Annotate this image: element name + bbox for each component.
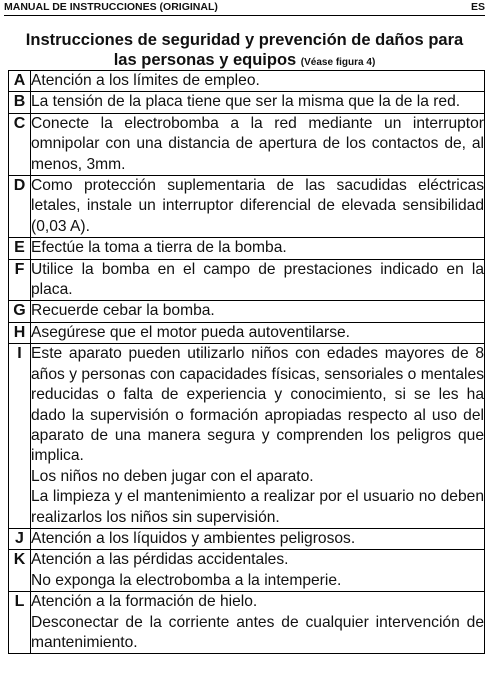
section-title	[0, 30, 489, 73]
instruction-paragraph: Atención a los líquidos y ambientes peligrosos.	[31, 529, 356, 547]
instruction-text	[31, 113, 485, 175]
instruction-paragraph: Este aparato pueden utilizarlo niños con edades mayores de 8 años y personas con capacidades físicas, sensoriales o mentales reducidas o falta de experiencia y conocimiento, si se les ha dado la supervisión o formación apropiadas respecto al uso del aparato de una manera segura y comprenden los peligros que implica.	[31, 345, 484, 465]
instruction-letter: L	[9, 592, 31, 654]
instruction-paragraph: No exponga la electrobomba a la intemperie.	[31, 571, 342, 589]
instruction-row	[9, 550, 485, 592]
instruction-text	[31, 592, 485, 654]
instruction-text	[31, 322, 485, 343]
instruction-text	[31, 92, 485, 113]
instruction-row	[9, 259, 485, 301]
title-line-1: Instrucciones de seguridad y prevención de daños para	[25, 31, 464, 49]
instruction-text	[31, 344, 485, 529]
instruction-paragraph: Atención a la formación de hielo.	[31, 593, 258, 611]
page-header	[4, 0, 485, 16]
language-code: ES	[470, 1, 485, 13]
instruction-row	[9, 92, 485, 113]
instruction-row	[9, 592, 485, 654]
instruction-paragraph: Efectúe la toma a tierra de la bomba.	[31, 239, 287, 257]
instruction-letter: C	[9, 113, 31, 175]
manual-label: MANUAL DE INSTRUCCIONES (ORIGINAL)	[4, 1, 218, 13]
instruction-row	[9, 238, 485, 259]
instruction-letter: A	[9, 71, 31, 92]
instruction-letter: B	[9, 92, 31, 113]
title-line-2-text: las personas y equipos	[113, 51, 297, 69]
instruction-letter: I	[9, 344, 31, 529]
safety-instructions-table	[8, 70, 485, 654]
instruction-paragraph: Asegúrese que el motor pueda autoventilarse.	[31, 323, 351, 341]
instruction-letter: G	[9, 301, 31, 322]
instruction-row	[9, 528, 485, 549]
instruction-paragraph: Atención a los límites de empleo.	[31, 72, 260, 89]
instruction-paragraph: La limpieza y el mantenimiento a realizar por el usuario no deben realizarlos los niños sin supervisión.	[31, 488, 484, 526]
instruction-paragraph: Como protección suplementaria de las sacudidas eléctricas letales, instale un interruptor diferencial de elevada sensibilidad (0,03 A).	[31, 177, 484, 235]
instruction-text	[31, 238, 485, 259]
instruction-letter: E	[9, 238, 31, 259]
instruction-text	[31, 71, 485, 92]
instruction-text	[31, 550, 485, 592]
instruction-paragraph: Los niños no deben jugar con el aparato.	[31, 467, 314, 485]
instruction-paragraph: La tensión de la placa tiene que ser la misma que la de la red.	[31, 93, 461, 111]
safety-instructions-body	[9, 71, 485, 654]
instruction-letter: D	[9, 176, 31, 238]
instruction-paragraph: Atención a las pérdidas accidentales.	[31, 551, 289, 569]
instruction-row	[9, 71, 485, 92]
instruction-paragraph: Utilice la bomba en el campo de prestaciones indicado en la placa.	[31, 260, 484, 299]
instruction-letter: H	[9, 322, 31, 343]
instruction-text	[31, 176, 485, 238]
instruction-row	[9, 176, 485, 238]
instruction-text	[31, 259, 485, 301]
instruction-letter: K	[9, 550, 31, 592]
figure-reference: (Véase figura 4)	[300, 57, 376, 68]
instruction-paragraph: Recuerde cebar la bomba.	[31, 302, 215, 320]
instruction-row	[9, 301, 485, 322]
instruction-row	[9, 113, 485, 175]
instruction-letter: J	[9, 528, 31, 549]
instruction-text	[31, 301, 485, 322]
instruction-paragraph: Conecte la electrobomba a la red mediante un interruptor omnipolar con una distancia de apertura de los contactos de, al menos, 3mm.	[31, 114, 484, 173]
instruction-row	[9, 344, 485, 529]
instruction-letter: F	[9, 259, 31, 301]
instruction-paragraph: Desconectar de la corriente antes de cualquier intervención de mantenimiento.	[31, 613, 484, 651]
instruction-row	[9, 322, 485, 343]
instruction-text	[31, 528, 485, 549]
